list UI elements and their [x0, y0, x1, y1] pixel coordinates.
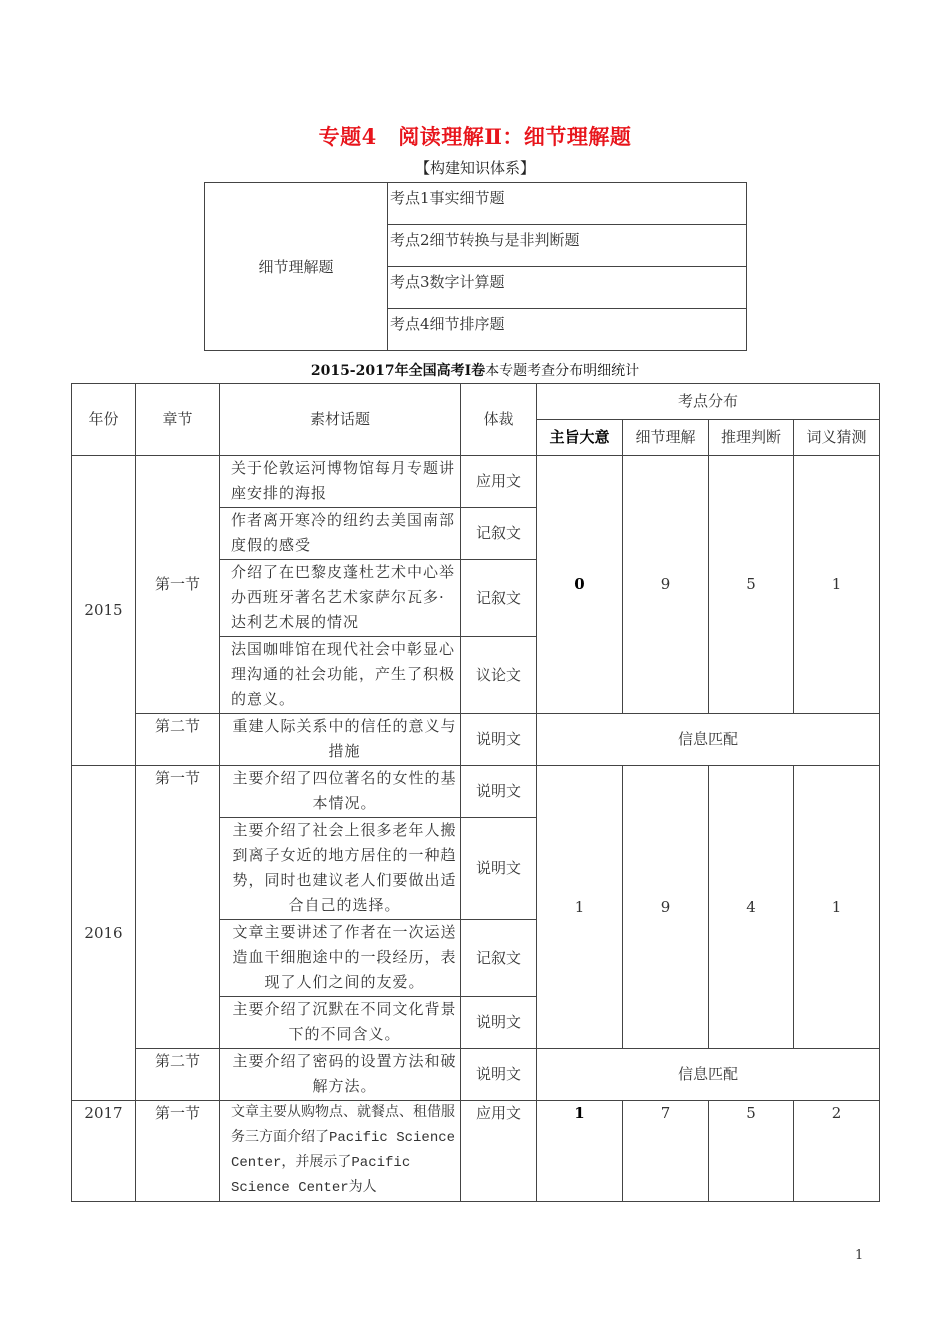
- genre-cell: 说明文: [461, 997, 537, 1049]
- knowledge-point: 考点1事实细节题: [388, 183, 747, 225]
- genre-cell: 说明文: [461, 818, 537, 920]
- note-cell: 信息匹配: [537, 714, 880, 766]
- topic-cell: 主要介绍了密码的设置方法和破解方法。: [220, 1049, 461, 1101]
- topic-cell: 法国咖啡馆在现代社会中彰显心理沟通的社会功能，产生了积极的意义。: [220, 637, 461, 714]
- count-main-idea: 1: [537, 766, 623, 1049]
- section-cell: 第一节: [136, 1101, 220, 1202]
- page-number: 1: [855, 1248, 864, 1263]
- knowledge-category: 细节理解题: [205, 183, 388, 351]
- header-year: 年份: [72, 384, 136, 456]
- knowledge-point: 考点4细节排序题: [388, 309, 747, 351]
- section-cell: 第一节: [136, 456, 220, 714]
- header-row: [72, 384, 880, 420]
- count-detail: 9: [623, 766, 709, 1049]
- page-title: 专题4 阅读理解Ⅱ：细节理解题: [318, 124, 632, 149]
- count-main-idea: 0: [537, 456, 623, 714]
- header-topic: 素材话题: [220, 384, 461, 456]
- genre-cell: 记叙文: [461, 920, 537, 997]
- count-vocab: 1: [794, 766, 880, 1049]
- topic-cell: 主要介绍了四位著名的女性的基本情况。: [220, 766, 461, 818]
- table-row: [72, 456, 880, 508]
- genre-cell: 说明文: [461, 714, 537, 766]
- topic-cell: 文章主要讲述了作者在一次运送造血干细胞途中的一段经历，表现了人们之间的友爱。: [220, 920, 461, 997]
- header-main-idea: 主旨大意: [537, 420, 623, 456]
- genre-cell: 记叙文: [461, 508, 537, 560]
- topic-cell: 重建人际关系中的信任的意义与措施: [220, 714, 461, 766]
- stats-caption: [0, 360, 950, 380]
- table-row: [72, 714, 880, 766]
- table-row: [72, 1101, 880, 1202]
- section-subtitle: 【构建知识体系】: [414, 159, 535, 177]
- year-cell: 2015: [72, 456, 136, 766]
- genre-cell: 说明文: [461, 1049, 537, 1101]
- stats-table: [71, 383, 880, 1202]
- genre-cell: 议论文: [461, 637, 537, 714]
- section-cell: 第一节: [136, 766, 220, 1049]
- year-cell: 2016: [72, 766, 136, 1101]
- genre-cell: 应用文: [461, 1101, 537, 1202]
- topic-cell: 介绍了在巴黎皮蓬杜艺术中心举办西班牙著名艺术家萨尔瓦多·达利艺术展的情况: [220, 560, 461, 637]
- genre-cell: 记叙文: [461, 560, 537, 637]
- count-vocab: 2: [794, 1101, 880, 1202]
- count-inference: 5: [709, 456, 794, 714]
- count-detail: 9: [623, 456, 709, 714]
- knowledge-point: 考点2细节转换与是非判断题: [388, 225, 747, 267]
- count-vocab: 1: [794, 456, 880, 714]
- count-inference: 5: [709, 1101, 794, 1202]
- header-vocab: 词义猜测: [794, 420, 880, 456]
- header-detail: 细节理解: [623, 420, 709, 456]
- table-row: [72, 766, 880, 818]
- topic-cell: 主要介绍了沉默在不同文化背景下的不同含义。: [220, 997, 461, 1049]
- table-row: [72, 1049, 880, 1101]
- count-inference: 4: [709, 766, 794, 1049]
- section-cell: 第二节: [136, 1049, 220, 1101]
- note-cell: 信息匹配: [537, 1049, 880, 1101]
- section-cell: 第二节: [136, 714, 220, 766]
- header-inference: 推理判断: [709, 420, 794, 456]
- header-section: 章节: [136, 384, 220, 456]
- knowledge-point: 考点3数字计算题: [388, 267, 747, 309]
- topic-cell: 关于伦敦运河博物馆每月专题讲座安排的海报: [220, 456, 461, 508]
- knowledge-table: [204, 182, 747, 351]
- count-main-idea: 1: [537, 1101, 623, 1202]
- topic-cell: 文章主要从购物点、就餐点、租借服务三方面介绍了Pacific Science Center，并展示了Pacific Science Center为人: [220, 1101, 461, 1202]
- count-detail: 7: [623, 1101, 709, 1202]
- topic-cell: 主要介绍了社会上很多老年人搬到离子女近的地方居住的一种趋势，同时也建议老人们要做出适合自己的选择。: [220, 818, 461, 920]
- genre-cell: 说明文: [461, 766, 537, 818]
- stats-caption-bold: 2015-2017年全国高考Ⅰ卷: [310, 363, 486, 379]
- topic-cell: 作者离开寒冷的纽约去美国南部度假的感受: [220, 508, 461, 560]
- year-cell: 2017: [72, 1101, 136, 1202]
- header-distribution: 考点分布: [537, 384, 880, 420]
- stats-caption-normal: 本专题考查分布明细统计: [485, 363, 640, 379]
- header-genre: 体裁: [461, 384, 537, 456]
- genre-cell: 应用文: [461, 456, 537, 508]
